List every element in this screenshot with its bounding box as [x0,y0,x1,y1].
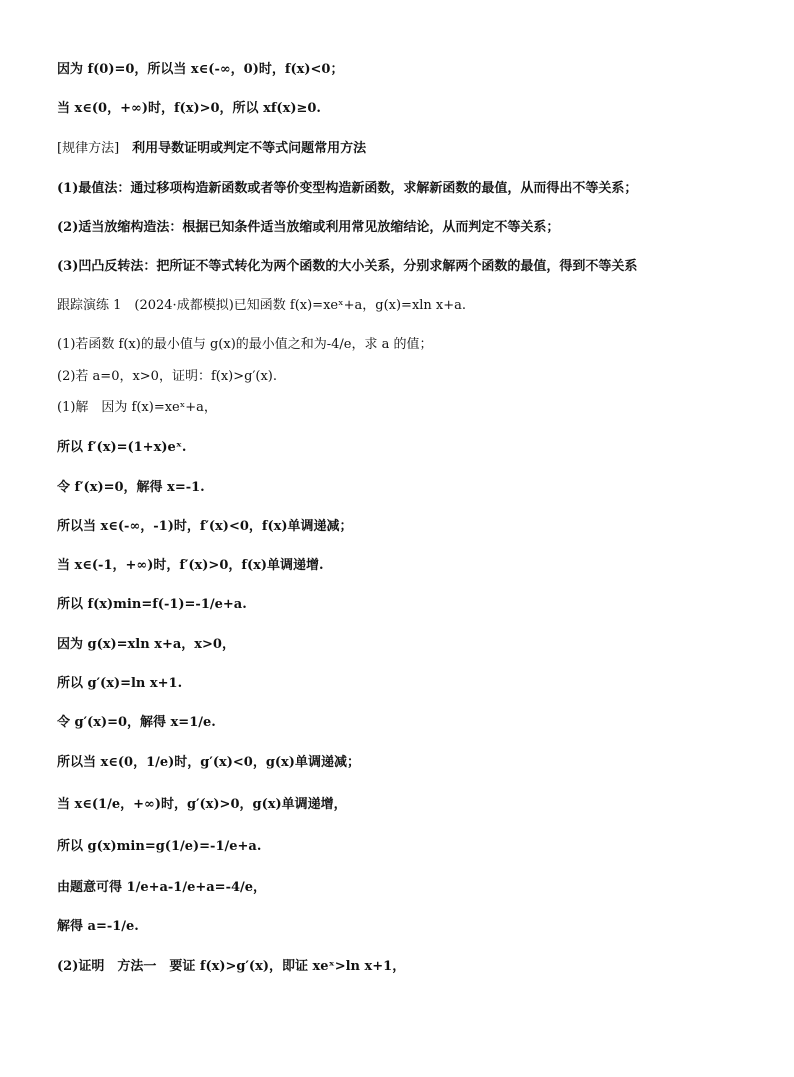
text-line-4: (1)最值法：通过移项构造新函数或者等价变型构造新函数，求解新函数的最值，从而得出不等关系； [57,181,638,196]
text-line-13: 所以当 x∈(-∞，-1)时，f′(x)<0，f(x)单调递减； [57,519,353,534]
exercise-heading: 跟踪演练 1 (2024·成都模拟)已知函数 f(x)=xeˣ+a，g(x)=xln x+a. [57,298,467,313]
text-line-20: 当 x∈(1/e，+∞)时，g′(x)>0，g(x)单调递增， [57,797,347,812]
text-line-6: (3)凹凸反转法：把所证不等式转化为两个函数的大小关系，分别求解两个函数的最值，得到不等关系 [57,259,638,274]
method-heading [57,140,754,158]
text-line-19: 所以当 x∈(0，1/e)时，g′(x)<0，g(x)单调递减； [57,755,360,770]
text-line-21: 所以 g(x)min=g(1/e)=-1/e+a. [57,839,262,854]
text-line-1: 因为 f(0)=0，所以当 x∈(-∞，0)时，f(x)<0； [57,62,344,77]
text-line-2: 当 x∈(0，+∞)时，f(x)>0，所以 xf(x)≥0. [57,101,321,116]
text-line-17: 所以 g′(x)=ln x+1. [57,676,183,691]
text-line-23: 解得 a=-1/e. [57,919,139,934]
text-line-11: 所以 f′(x)=(1+x)eˣ. [57,440,187,455]
method-title: 利用导数证明或判定不等式问题常用方法 [132,141,367,156]
text-line-16: 因为 g(x)=xln x+a，x>0， [57,637,235,652]
text-line-15: 所以 f(x)min=f(-1)=-1/e+a. [57,597,247,612]
text-line-14: 当 x∈(-1，+∞)时，f′(x)>0，f(x)单调递增. [57,558,324,573]
method-tag: [规律方法] [57,141,133,156]
text-line-5: (2)适当放缩构造法：根据已知条件适当放缩或利用常见放缩结论，从而判定不等关系； [57,220,560,235]
solution-start: (1)解 因为 f(x)=xeˣ+a， [57,400,217,415]
text-line-24: (2)证明 方法一 要证 f(x)>g′(x)，即证 xeˣ>ln x+1， [57,959,406,974]
text-line-18: 令 g′(x)=0，解得 x=1/e. [57,715,216,730]
text-line-22: 由题意可得 1/e+a-1/e+a=-4/e， [57,880,267,895]
text-line-12: 令 f′(x)=0，解得 x=-1. [57,480,205,495]
question-2: (2)若 a=0，x>0，证明：f(x)>g′(x). [57,369,278,384]
question-1: (1)若函数 f(x)的最小值与 g(x)的最小值之和为-4/e，求 a 的值； [57,337,433,352]
